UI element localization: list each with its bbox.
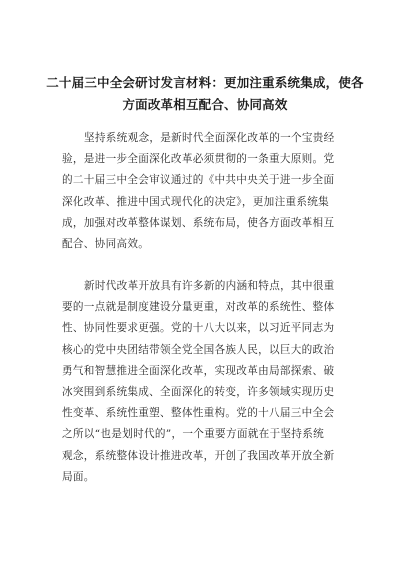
paragraph-line: 坚持系统观念，是新时代全面深化改革的一个宝贵经	[84, 132, 335, 144]
document-title	[40, 72, 370, 116]
paragraph-line: 核心的党中央团结带领全党全国各族人民，以巨大的政治	[62, 343, 335, 356]
body-paragraph-2	[62, 276, 344, 488]
paragraph-line: 冰突围到系统集成、全面深化的转变，许多领域实现历史	[62, 386, 335, 399]
paragraph-line: 要的一点就是制度建设分量更重，对改革的系统性、整体	[62, 301, 335, 314]
paragraph-line: 深化改革、推进中国式现代化的决定》，更加注重系统集	[62, 195, 330, 208]
paragraph-line: 成，加强对改革整体谋划、系统布局，使各方面改革相互	[62, 216, 335, 229]
paragraph-line: 的二十届三中全会审议通过的《中共中央关于进一步全面	[62, 174, 335, 187]
paragraph-line: 勇气和智慧推进全面深化改革，实现改革由局部探索、破	[62, 364, 335, 377]
paragraph-line: 配合、协同高效。	[62, 238, 150, 251]
paragraph-line: 性变革、系统性重塑、整体性重构。党的十八届三中全会	[62, 407, 335, 420]
paragraph-line: 性、协同性要求更强。党的十八大以来，以习近平同志为	[62, 322, 335, 335]
paragraph-line: 新时代改革开放具有许多新的内涵和特点，其中很重	[84, 280, 335, 292]
title-line: 二十届三中全会研讨发言材料：更加注重系统集成，使各	[46, 75, 364, 90]
paragraph-line: 之所以“也是划时代的”，一个重要方面就在于坚持系统	[62, 428, 324, 441]
paragraph-line: 局面。	[62, 470, 95, 483]
paragraph-line: 观念，系统整体设计推进改革，开创了我国改革开放全新	[62, 449, 335, 462]
body-paragraph-1	[62, 128, 344, 255]
title-line: 方面改革相互配合、协同高效	[122, 97, 288, 112]
paragraph-line: 验，是进一步全面深化改革必须贯彻的一条重大原则。党	[62, 153, 335, 166]
